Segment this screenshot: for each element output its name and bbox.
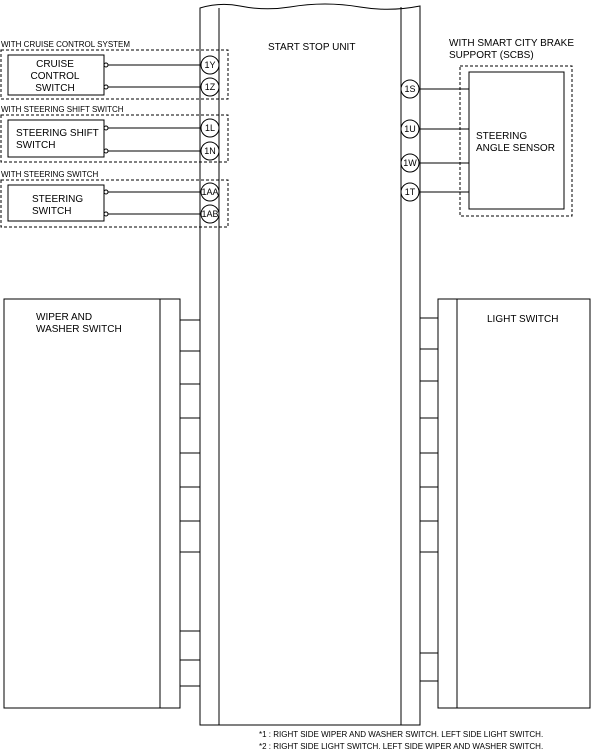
light-switch-box xyxy=(438,299,590,708)
wiper-washer-switch-box xyxy=(4,299,180,708)
pin-1y-label: 1Y xyxy=(204,60,216,70)
terminal-dot xyxy=(104,190,108,194)
scbs-header-line-1: WITH SMART CITY BRAKE xyxy=(449,38,575,49)
terminal-dot xyxy=(104,63,108,67)
pin-1u-label: 1U xyxy=(404,124,416,134)
steering-switch-label-2: SWITCH xyxy=(32,206,72,217)
wiper-switch-terminals xyxy=(180,320,200,686)
steering-shift-label-1: STEERING SHIFT xyxy=(16,128,99,139)
steering-switch-group-header: WITH STEERING SWITCH xyxy=(1,170,99,179)
cruise-group-header: WITH CRUISE CONTROL SYSTEM xyxy=(1,40,131,49)
cruise-switch-label-2: CONTROL xyxy=(30,71,80,82)
pin-1aa-label: 1AA xyxy=(201,187,219,197)
steering-shift-group-header: WITH STEERING SHIFT SWITCH xyxy=(1,105,124,114)
cruise-switch-label-1: CRUISE xyxy=(36,59,74,70)
wiper-switch-label-2: WASHER SWITCH xyxy=(36,324,122,335)
pin-1z-label: 1Z xyxy=(204,82,216,92)
light-switch-label: LIGHT SWITCH xyxy=(487,314,559,325)
pin-1s-label: 1S xyxy=(404,84,416,94)
steering-angle-sensor-label-2: ANGLE SENSOR xyxy=(476,143,555,154)
terminal-dot xyxy=(104,212,108,216)
steering-shift-label-2: SWITCH xyxy=(16,140,56,151)
terminal-dot xyxy=(104,149,108,153)
footnote-1: *1 : RIGHT SIDE WIPER AND WASHER SWITCH. LEFT SIDE LIGHT SWITCH. xyxy=(259,730,544,739)
cruise-switch-label-3: SWITCH xyxy=(35,83,75,94)
terminal-dot xyxy=(104,85,108,89)
pin-1t-label: 1T xyxy=(404,187,416,197)
unit-title: START STOP UNIT xyxy=(268,42,356,53)
start-stop-unit-outline xyxy=(200,4,420,725)
pin-1w-label: 1W xyxy=(403,158,417,168)
pin-1ab-label: 1AB xyxy=(201,209,219,219)
scbs-header-line-2: SUPPORT (SCBS) xyxy=(449,50,534,61)
footnote-2: *2 : RIGHT SIDE LIGHT SWITCH. LEFT SIDE WIPER AND WASHER SWITCH. xyxy=(259,742,544,751)
steering-switch-label-1: STEERING xyxy=(32,194,84,205)
wiper-switch-label-1: WIPER AND xyxy=(36,312,93,323)
light-switch-terminals xyxy=(420,318,438,681)
terminal-dot xyxy=(104,126,108,130)
pin-1l-label: 1L xyxy=(204,123,216,133)
pin-1n-label: 1N xyxy=(204,146,216,156)
steering-angle-sensor-label-1: STEERING xyxy=(476,131,528,142)
